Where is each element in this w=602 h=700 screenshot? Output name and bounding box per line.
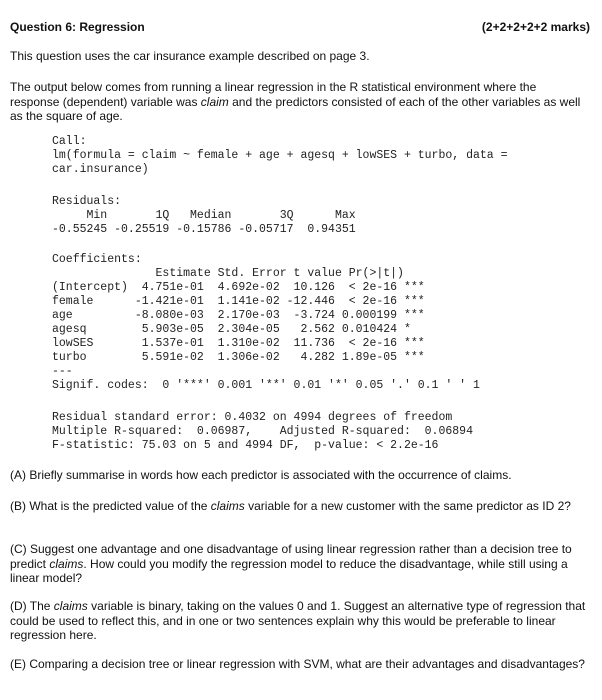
question-b-claims-term: claims	[210, 499, 245, 513]
r-coefficients-block: Coefficients: Estimate Std. Error t value Pr(>|t|) (Intercept) 4.751e-01 4.692e-02 10.126 < 2e-16 *** female -1.421e-01 1.141e-02 -12.446 < 2e-16 *** age -8.080e-03 2.170e-03 -3.724 0.000199 *** agesq 5.903e-05 2.304e-05 2.562 0.010424 * lowSES 1.537e-01 1.310e-02 11.736 < 2e-16 *** turbo 5.591e-02 1.306e-02 4.282 1.89e-05 *** --- Signif. codes: 0 '***' 0.001 '**' 0.01 '*' 0.05 '.' 0.1 ' ' 1	[52, 253, 480, 392]
question-d	[10, 599, 588, 643]
question-d-text-2: variable is binary, taking on the values 0 and 1. Suggest an alternative type of regression that could be used to reflect this, and in one or two sentences explain why this would be preferable to linear regression here.	[10, 599, 586, 642]
question-header	[10, 20, 590, 38]
question-title: Question 6: Regression	[10, 20, 145, 34]
question-b-text-2: variable for a new customer with the same predictor as ID 2?	[244, 499, 571, 513]
question-b	[10, 499, 588, 514]
r-summary-block: Residual standard error: 0.4032 on 4994 degrees of freedom Multiple R-squared: 0.06987, Adjusted R-squared: 0.06894 F-statistic: 75.03 on 5 and 4994 DF, p-value: < 2.2e-16	[52, 411, 473, 452]
question-e: (E) Comparing a decision tree or linear regression with SVM, what are their advantages and disadvantages?	[10, 657, 585, 671]
intro-claim-term: claim	[200, 94, 229, 109]
question-a: (A) Briefly summarise in words how each predictor is associated with the occurrence of claims.	[10, 468, 512, 482]
question-c	[10, 542, 588, 586]
intro-text-a: The output below comes from running a linear regression in the R statistical environment where the response (dependent) variable was	[10, 80, 537, 109]
intro-line: This question uses the car insurance example described on page 3.	[10, 49, 370, 63]
question-marks: (2+2+2+2+2 marks)	[481, 20, 590, 34]
r-call-block: Call: lm(formula = claim ~ female + age + agesq + lowSES + turbo, data = car.insurance)	[52, 135, 508, 176]
question-d-text-1: (D) The	[10, 599, 54, 613]
question-c-text-1: (C) Suggest one advantage and one disadvantage of using linear regression rather than a decision tree to predict	[10, 542, 572, 571]
question-b-text-1: (B) What is the predicted value of the	[10, 499, 211, 513]
r-residuals-block: Residuals: Min 1Q Median 3Q Max -0.55245 -0.25519 -0.15786 -0.05717 0.94351	[52, 195, 356, 236]
question-c-claims-term: claims	[49, 556, 84, 571]
question-d-claims-term: claims	[53, 599, 88, 613]
question-c-text-2: . How could you modify the regression model to reduce the disadvantage, while still using a linear model?	[10, 556, 568, 585]
intro-text-b: and the predictors consisted of each of the other variables as well as the square of age.	[10, 94, 581, 123]
intro-paragraph	[10, 80, 588, 124]
